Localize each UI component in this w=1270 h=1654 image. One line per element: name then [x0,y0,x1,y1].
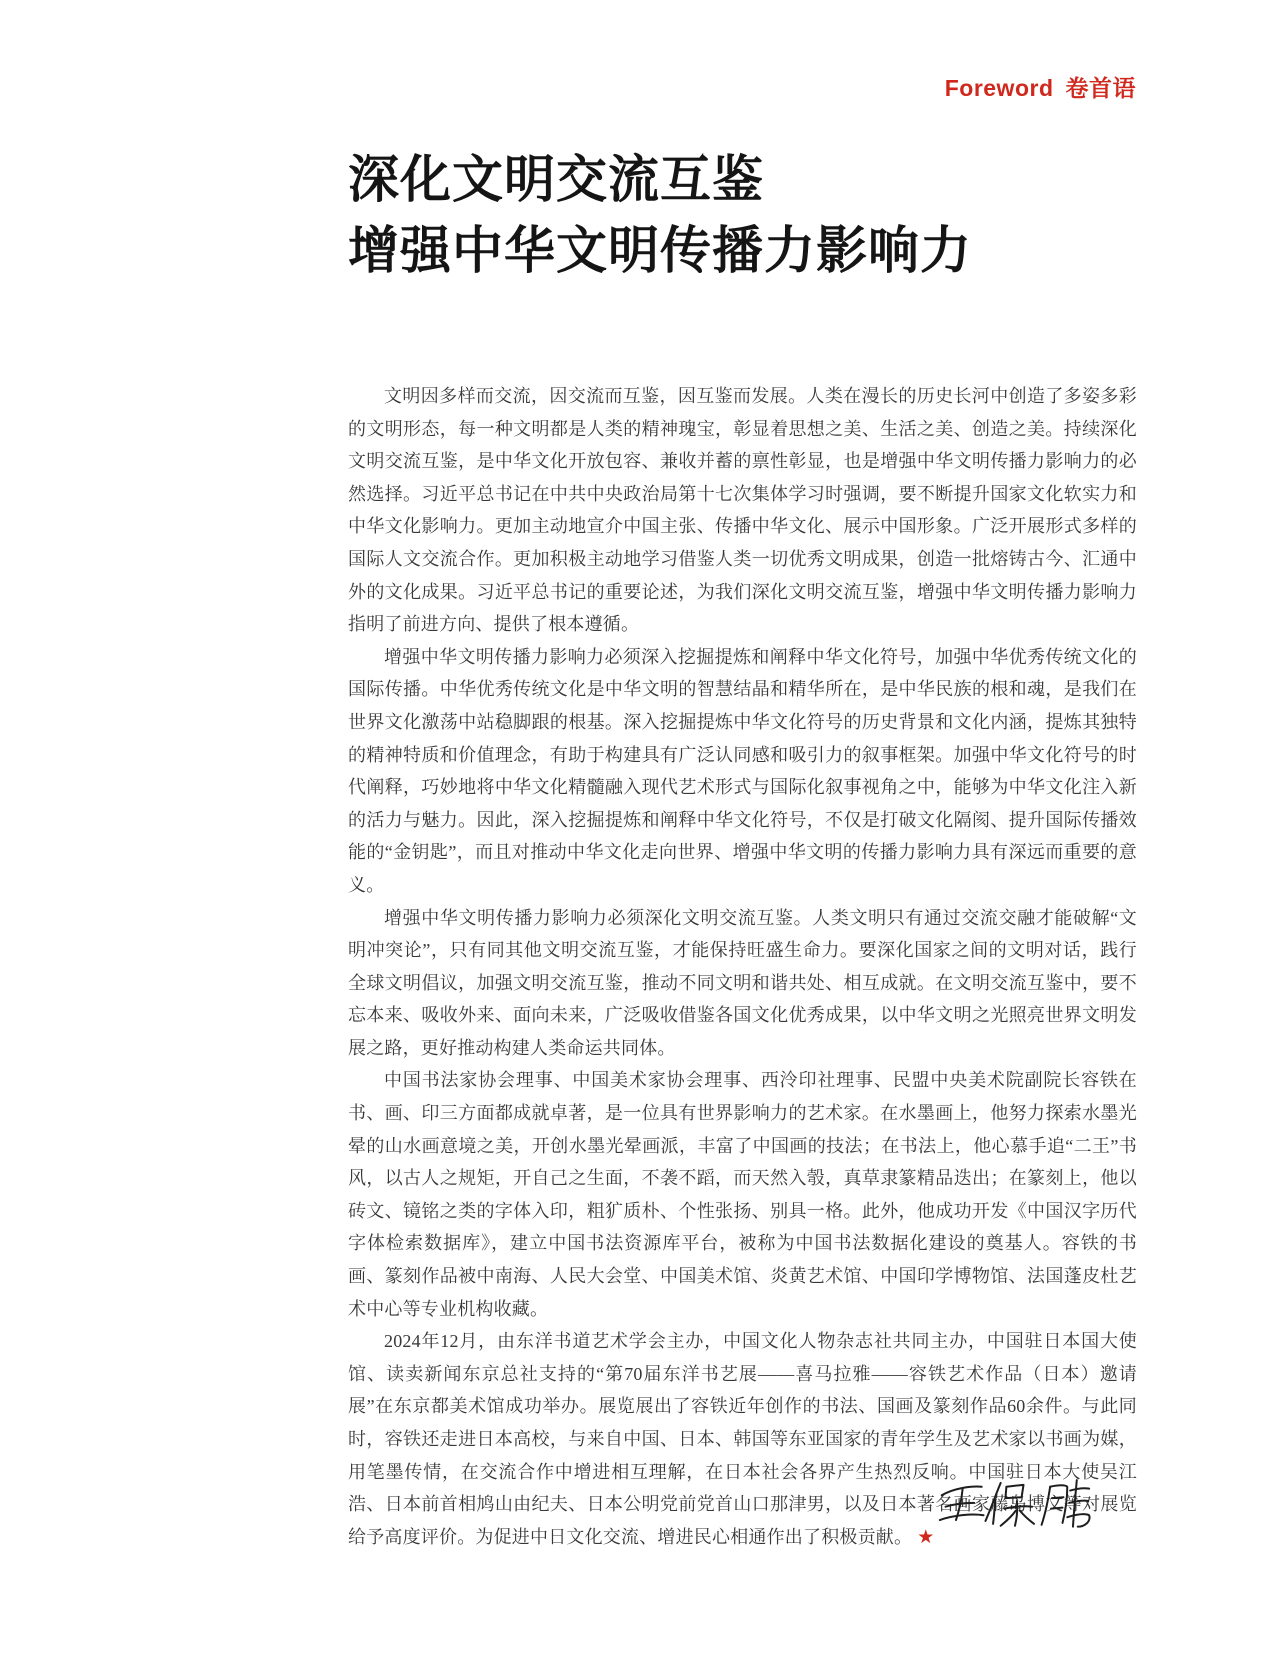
section-header-en: Foreword [944,75,1054,101]
article-body [348,380,1137,1554]
section-header [945,70,1136,103]
section-header-zh: 卷首语 [1065,75,1136,101]
paragraph-1: 文明因多样而交流，因交流而互鉴，因互鉴而发展。人类在漫长的历史长河中创造了多姿多彩的文明形态，每一种文明都是人类的精神瑰宝，彰显着思想之美、生活之美、创造之美。持续深化文明交流互鉴，是中华文化开放包容、兼收并蓄的禀性彰显，也是增强中华文明传播力影响力的必然选择。习近平总书记在中共中央政治局第十七次集体学习时强调，要不断提升国家文化软实力和中华文化影响力。更加主动地宣介中国主张、传播中华文化、展示中国形象。广泛开展形式多样的国际人文交流合作。更加积极主动地学习借鉴人类一切优秀文明成果，创造一批熔铸古今、汇通中外的文化成果。习近平总书记的重要论述，为我们深化文明交流互鉴，增强中华文明传播力影响力指明了前进方向、提供了根本遵循。 [348,386,1137,635]
paragraph-2: 增强中华文明传播力影响力必须深入挖掘提炼和阐释中华文化符号，加强中华优秀传统文化的国际传播。中华优秀传统文化是中华文明的智慧结晶和精华所在，是中华民族的根和魂，是我们在世界文化激荡中站稳脚跟的根基。深入挖掘提炼中华文化符号的历史背景和文化内涵，提炼其独特的精神特质和价值理念，有助于构建具有广泛认同感和吸引力的叙事框架。加强中华文化符号的时代阐释，巧妙地将中华文化精髓融入现代艺术形式与国际化叙事视角之中，能够为中华文化注入新的活力与魅力。因此，深入挖掘提炼和阐释中华文化符号，不仅是打破文化隔阂、提升国际传播效能的“金钥匙”，而且对推动中华文化走向世界、增强中华文明的传播力影响力具有深远而重要的意义。 [348,646,1137,895]
paragraph-3: 增强中华文明传播力影响力必须深化文明交流互鉴。人类文明只有通过交流交融才能破解“文明冲突论”，只有同其他文明交流互鉴，才能保持旺盛生命力。要深化国家之间的文明对话，践行全球文明倡议，加强文明交流互鉴，推动不同文明和谐共处、相互成就。在文明交流互鉴中，要不忘本来、吸收外来、面向未来，广泛吸收借鉴各国文化优秀成果，以中华文明之光照亮世界文明发展之路，更好推动构建人类命运共同体。 [348,907,1137,1058]
signature [936,1455,1092,1547]
article-title-line1: 深化文明交流互鉴 [348,153,765,209]
end-star-icon: ★ [917,1526,935,1548]
signature-strokes [936,1455,1092,1547]
paragraph-5-text: 2024年12月，由东洋书道艺术学会主办，中国文化人物杂志社共同主办，中国驻日本国大使馆、读卖新闻东京总社支持的“第70届东洋书艺展——喜马拉雅——容铁艺术作品（日本）邀请展”在东京都美术馆成功举办。展览展出了容铁近年创作的书法、国画及篆刻作品60余件。与此同时，容铁还走进日本高校，与来自中国、日本、韩国等东亚国家的青年学生及艺术家以书画为媒，用笔墨传情，在交流合作中增进相互理解，在日本社会各界产生热烈反响。中国驻日本大使吴江浩、日本前首相鸠山由纪夫、日本公明党前党首山口那津男，以及日本著名画家藤岛博文等对展览给予高度评价。为促进中日文化交流、增进民心相通作出了积极贡献。 [348,1331,1137,1547]
article-title [348,146,972,288]
paragraph-4: 中国书法家协会理事、中国美术家协会理事、西泠印社理事、民盟中央美术院副院长容铁在书、画、印三方面都成就卓著，是一位具有世界影响力的艺术家。在水墨画上，他努力探索水墨光晕的山水画意境之美，开创水墨光晕画派，丰富了中国画的技法；在书法上，他心慕手追“二王”书风，以古人之规矩，开自己之生面，不袭不蹈，而天然入彀，真草隶篆精品迭出；在篆刻上，他以砖文、镜铭之类的字体入印，粗犷质朴、个性张扬、别具一格。此外，他成功开发《中国汉字历代字体检索数据库》，建立中国书法资源库平台，被称为中国书法数据化建设的奠基人。容铁的书画、篆刻作品被中南海、人民大会堂、中国美术馆、炎黄艺术馆、中国印学博物馆、法国蓬皮杜艺术中心等专业机构收藏。 [348,1070,1137,1319]
article-title-line2: 增强中华文明传播力影响力 [348,224,973,280]
